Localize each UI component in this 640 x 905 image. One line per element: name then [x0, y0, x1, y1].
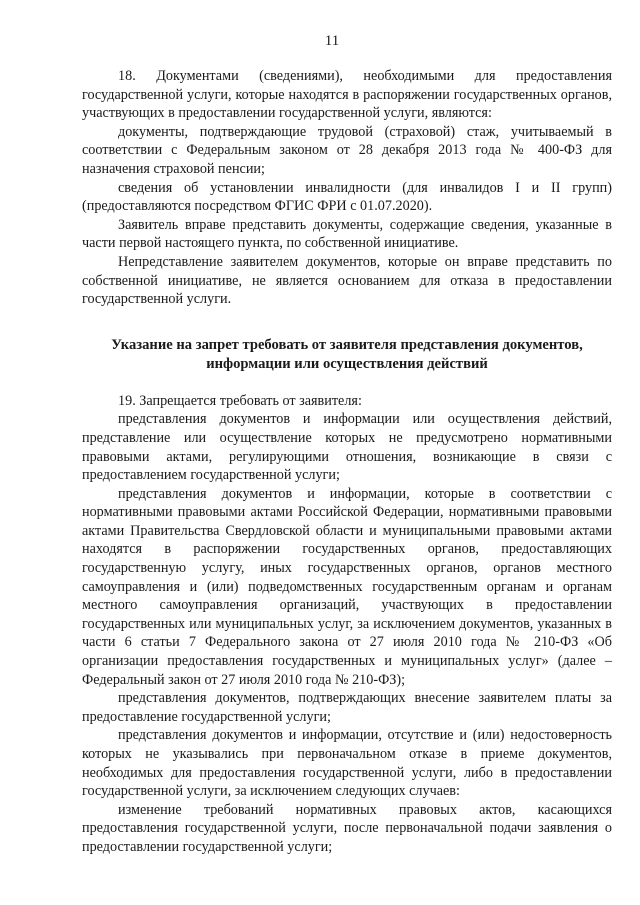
paragraph-applicant-right: Заявитель вправе представить документы, содержащие сведения, указанные в части первой настоящего пункта, по собственной инициативе.	[82, 216, 612, 252]
paragraph-non-submission: Непредставление заявителем документов, которые он вправе представить по собственной инициативе, не является основанием для отказа в предоставлении государственной услуги.	[82, 253, 612, 308]
section-heading-line-1: Указание на запрет требовать от заявителя представления документов,	[111, 336, 583, 353]
paragraph-work-experience: документы, подтверждающие трудовой (страховой) стаж, учитываемый в соответствии с Федеральным законом от 28 декабря 2013 года № 400-ФЗ для назначения страховой пенсии;	[82, 123, 612, 177]
paragraph-disability: сведения об установлении инвалидности (для инвалидов I и II групп) (предоставляются посредством ФГИС ФРИ с 01.07.2020).	[82, 179, 612, 215]
section-heading	[82, 336, 612, 374]
paragraph-prohibition-2: представления документов и информации, которые в соответствии с нормативными правовыми актами Российской Федерации, нормативными правовыми актами Правительства Свердловской области и муниципальными правовыми актами находятся в распоряжении государственных органов, предоставляющих государственную услугу, иных государственных органов, органов местного самоуправления и (или) подведомственных государственным органам и органам местного самоуправления организаций, участвующих в предоставлении государственных или муниципальных услуг, за исключением документов, указанных в части 6 статьи 7 Федерального закона от 27 июля 2010 года № 210-ФЗ «Об организации предоставления государственных и муниципальных услуг» (далее – Федеральный закон от 27 июля 2010 года № 210-ФЗ);	[82, 485, 612, 688]
page-number: 11	[324, 33, 340, 49]
document-body	[82, 67, 612, 857]
paragraph-item-19: 19. Запрещается требовать от заявителя:	[118, 392, 362, 409]
section-heading-line-2: информации или осуществления действий	[206, 355, 488, 372]
paragraph-exception-1: изменение требований нормативных правовых актов, касающихся предоставления государственной услуги, после первоначальной подачи заявления о предоставлении государственной услуги;	[82, 801, 612, 855]
paragraph-item-18: 18. Документами (сведениями), необходимыми для предоставления государственной услуги, которые находятся в распоряжении государственных органов, участвующих в предоставлении государственной услуги, являются:	[82, 68, 612, 122]
paragraph-prohibition-1: представления документов и информации или осуществления действий, представление или осуществление которых не предусмотрено нормативными правовыми актами, регулирующими отношения, возникающие в связи с предоставлением государственной услуги;	[82, 411, 612, 484]
paragraph-prohibition-3: представления документов, подтверждающих внесение заявителем платы за предоставление государственной услуги;	[82, 690, 612, 725]
paragraph-prohibition-4: представления документов и информации, отсутствие и (или) недостоверность которых не указывались при первоначальном отказе в приеме документов, необходимых для предоставления государственной услуги, либо в предоставлении государственной услуги, за исключением следующих случаев:	[82, 727, 612, 800]
